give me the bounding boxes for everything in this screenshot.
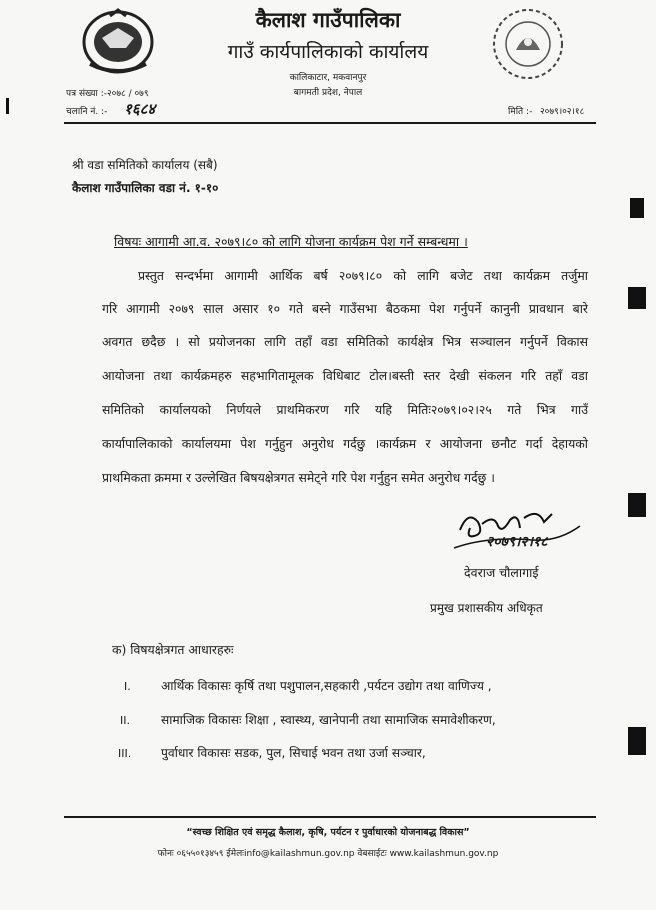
sector-number: II. bbox=[120, 714, 130, 727]
footer-slogan: “स्वच्छ शिक्षित एवं समृद्ध कैलाश, कृषि, पर्यटन र पुर्वाधारको योजनाबद्ध विकास” bbox=[186, 827, 470, 838]
recipient-line-2: कैलाश गाउँपालिका वडा नं. १-१० bbox=[72, 181, 219, 195]
scan-mark bbox=[630, 198, 644, 218]
signatory-name: देवराज चौलागाई bbox=[464, 565, 539, 580]
municipality-seal-icon bbox=[488, 4, 568, 84]
address-line-1: कालिकाटार, मकवानपुर bbox=[289, 73, 367, 83]
chalani-label: चलानि नं. :- bbox=[66, 107, 108, 117]
handwritten-signature bbox=[448, 500, 588, 560]
body-line: गरि आगामी २०७९ साल असार १० गते बस्ने गाउँसभा बैठकमा पेश गर्नुपर्ने कानुनी प्रावधान बारे bbox=[102, 301, 588, 316]
body-line: समितिको कार्यालयको निर्णयले प्राथमिकरण गरि यहि मितिः२०७९।०२।२५ गते भित्र गाउँ bbox=[102, 402, 588, 417]
recipient-line-1: श्री वडा समितिको कार्यालय (सबै) bbox=[72, 158, 218, 172]
sector-text: आर्थिक विकासः कृर्षि तथा पशुपालन,सहकारी ,पर्यटन उद्योग तथा वाणिज्य , bbox=[161, 679, 492, 693]
sector-text: सामाजिक विकासः शिक्षा , स्वास्थ्य, खानेपानी तथा सामाजिक समावेशीकरण, bbox=[161, 713, 496, 727]
scan-mark bbox=[628, 727, 646, 755]
subject-line: विषयः आगामी आ.व. २०७९।८० को लागि योजना कार्यक्रम पेश गर्ने सम्बन्धमा । bbox=[114, 234, 468, 249]
body-line: प्राथमिकता क्रममा र उल्लेखित बिषयक्षेत्रगत समेट्ने गरि पेश गर्नुहुन समेत अनुरोध गर्दछु । bbox=[102, 470, 495, 485]
scan-mark bbox=[6, 98, 9, 114]
office-name: कैलाश गाउँपालिका bbox=[255, 8, 401, 32]
sector-text: पुर्वाधार विकासः सडक, पुल, सिचाई भवन तथा उर्जा सञ्चार, bbox=[161, 746, 426, 760]
date-label: मिति :- bbox=[508, 107, 533, 117]
office-subtitle: गाउँ कार्यपालिकाको कार्यालय bbox=[227, 41, 429, 63]
footer-divider bbox=[64, 816, 596, 818]
signature-date: २०७९।२।१८ bbox=[486, 534, 548, 550]
body-line: आयोजना तथा कार्यक्रमहरु सहभागितामूलक विधिबाट टोल।बस्ती स्तर देखी संकलन गरि तहाँ वडा bbox=[102, 368, 588, 383]
sector-number: III. bbox=[118, 747, 132, 760]
signatory-designation: प्रमुख प्रशासकीय अधिकृत bbox=[430, 601, 543, 615]
sectors-heading: क) विषयक्षेत्रगत आधारहरुः bbox=[112, 642, 234, 657]
sector-number: I. bbox=[124, 680, 131, 693]
body-line: प्रस्तुत सन्दर्भमा आगामी आर्थिक बर्ष २०७९।८० को लागि बजेट तथा कार्यक्रम तर्जुमा bbox=[138, 268, 588, 283]
footer-contact: फोनः ०६५५०१३४५९ ईमेलःinfo@kailashmun.gov.np वेबसाईटः www.kailashmun.gov.np bbox=[157, 849, 499, 859]
body-line: कार्यापालिकाको कार्यालयमा पेश गर्नुहुन अनुरोध गर्दछु ।कार्यक्रम र आयोजना छनौट गर्दा देहायको bbox=[102, 436, 588, 451]
date-value: २०७९।०२।१८ bbox=[540, 107, 585, 117]
scan-mark bbox=[628, 287, 646, 309]
patra-sankhya: पत्र संख्या :-२०७८ / ०७९ bbox=[66, 89, 149, 99]
chalani-number: १६८४ bbox=[124, 100, 156, 118]
body-line: अवगत छदैछ । सो प्रयोजनका लागि तहाँ वडा समितिको कार्यक्षेत्र भित्र सञ्चालन गर्नुपर्ने विकास bbox=[102, 334, 588, 349]
address-line-2: बागमती प्रदेश, नेपाल bbox=[293, 88, 363, 98]
scan-mark bbox=[628, 493, 646, 517]
header-divider bbox=[64, 122, 596, 124]
